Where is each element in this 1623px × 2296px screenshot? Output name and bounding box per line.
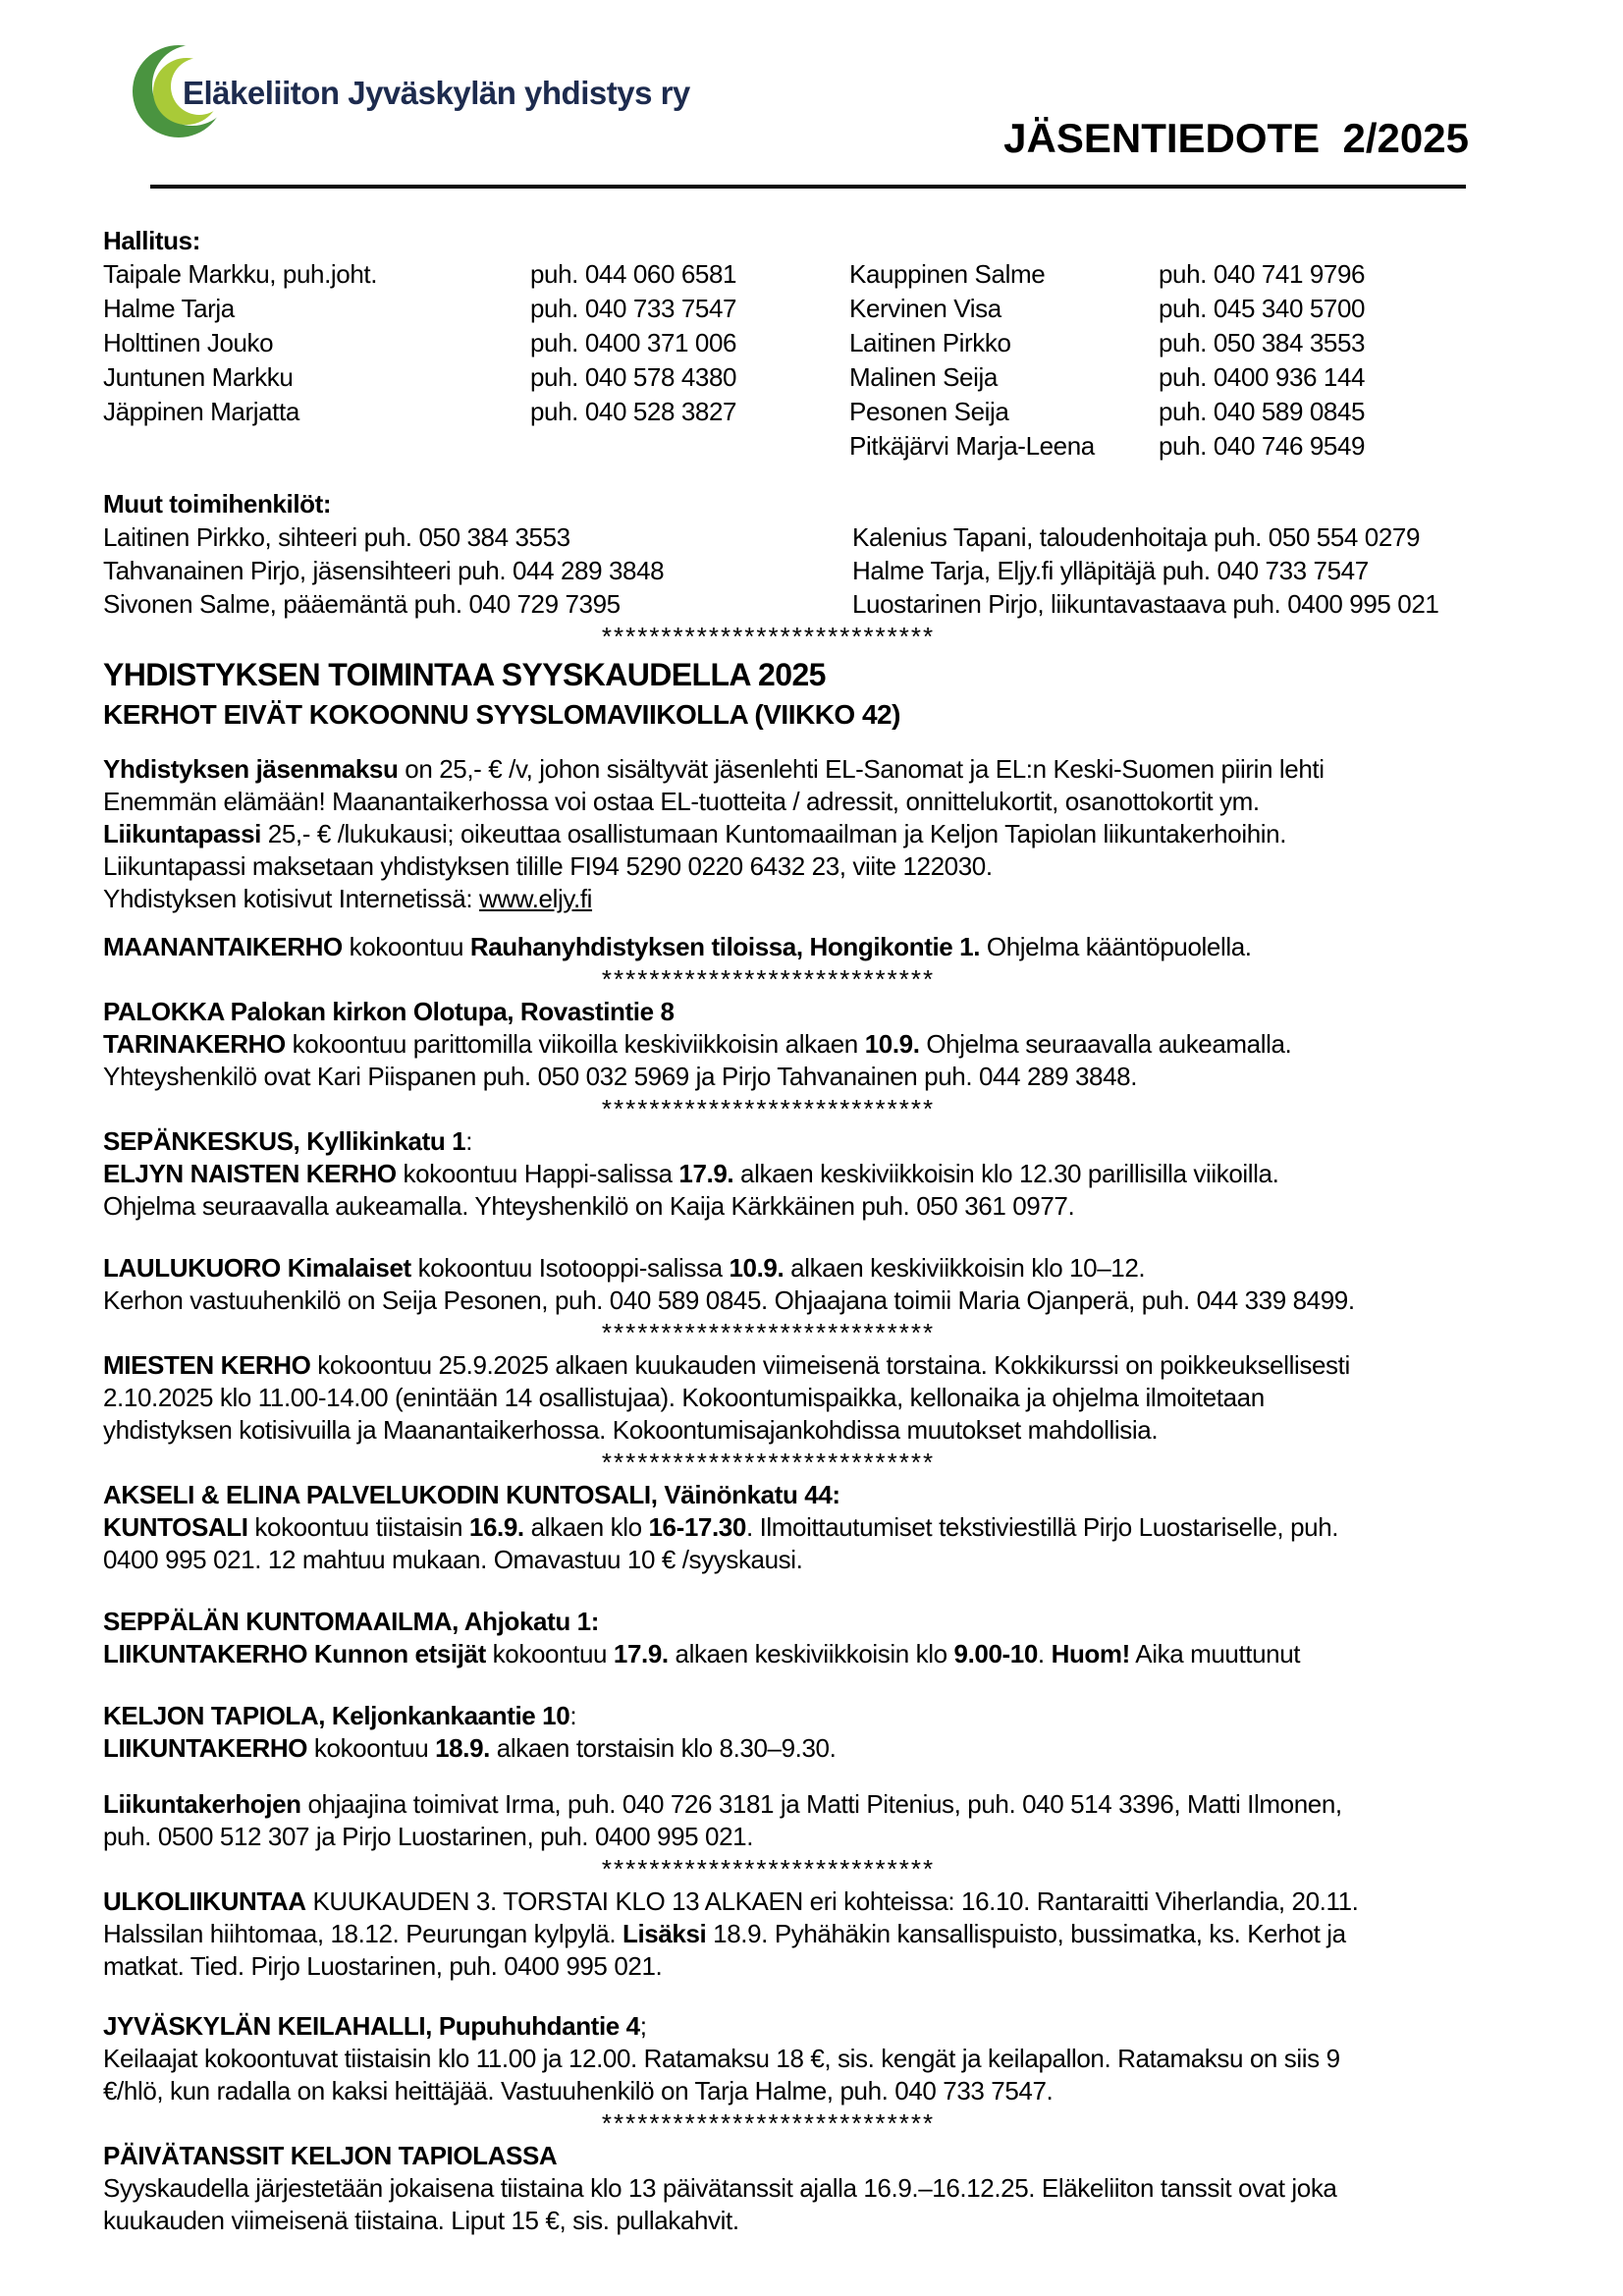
official-entry: Sivonen Salme, pääemäntä puh. 040 729 7395: [103, 589, 621, 619]
text-run: PÄIVÄTANSSIT KELJON TAPIOLASSA: [103, 2141, 558, 2170]
text-run: ohjaajina toimivat Irma, puh. 040 726 3181 ja Matti Pitenius, puh. 040 514 3396, Matti Ilmonen,: [300, 1789, 1342, 1819]
membership-fee-paragraph: [103, 753, 1530, 915]
text-run: . Ilmoittautumiset tekstiviestillä Pirjo Luostariselle, puh.: [745, 1512, 1339, 1542]
text-run: Liikuntapassi: [103, 819, 261, 848]
text-run: 16.9.: [468, 1512, 524, 1542]
text-run: Liikuntakerhojen: [103, 1789, 301, 1819]
asterisk-divider: ****************************: [601, 964, 936, 994]
asterisk-divider: ****************************: [601, 2108, 936, 2138]
text-run: Yhteyshenkilö ovat Kari Piispanen puh. 050 032 5969 ja Pirjo Tahvanainen puh. 044 289 3848.: [103, 1062, 1138, 1091]
outdoor-exercise-paragraph: [103, 1886, 1530, 1983]
text-run: kokoontuu: [307, 1733, 436, 1763]
board-member-phone: [530, 429, 849, 464]
exercise-club-keljo-paragraph: [103, 1732, 1530, 1765]
text-run: Lisäksi: [622, 1919, 707, 1948]
board-member-phone: puh. 044 060 6581: [530, 259, 737, 289]
sections: [103, 621, 1530, 2237]
asterisk-divider: ****************************: [601, 1318, 936, 1347]
bowling-paragraph: [103, 2043, 1530, 2107]
text-run: 0400 995 021. 12 mahtuu mukaan. Omavastuu 10 € /syyskausi.: [103, 1545, 803, 1574]
board-table: [103, 257, 1530, 464]
text-run: yhdistyksen kotisivuilla ja Maanantaikerhossa. Kokoontumisajankohdissa muutokset mahdollisia.: [103, 1415, 1159, 1445]
official-entry: Halme Tarja, Eljy.fi ylläpitäjä puh. 040 733 7547: [852, 556, 1369, 585]
spacer: [103, 1223, 1530, 1252]
text-run: alkaen keskiviikkoisin klo: [668, 1639, 954, 1668]
text-run: MAANANTAIKERHO: [103, 932, 343, 961]
gym-paragraph: [103, 1511, 1530, 1576]
text-run: Syyskaudella järjestetään jokaisena tiistaina klo 13 päivätanssit ajalla 16.9.–16.12.25. Eläkeliiton tanssit ovat joka: [103, 2173, 1337, 2203]
website-link: www.eljy.fi: [479, 884, 593, 913]
officials-table: [103, 520, 1530, 621]
official-entry: Tahvanainen Pirjo, jäsensihteeri puh. 044 289 3848: [103, 556, 665, 585]
text-run: €/hlö, kun radalla on kaksi heittäjää. Vastuuhenkilö on Tarja Halme, puh. 040 733 7547.: [103, 2076, 1054, 2105]
board-member-name: Laitinen Pirkko: [849, 328, 1011, 357]
story-club-paragraph: [103, 1028, 1530, 1093]
text-run: AKSELI & ELINA PALVELUKODIN KUNTOSALI, Väinönkatu 44:: [103, 1480, 840, 1509]
text-run: Rauhanyhdistyksen tiloissa, Hongikontie 1.: [469, 932, 981, 961]
day-dances-paragraph: [103, 2172, 1530, 2237]
autumn-break-notice: [103, 696, 1530, 734]
seppala-heading: [103, 1606, 1530, 1638]
text-run: ;: [639, 2011, 647, 2041]
official-entry: Luostarinen Pirjo, liikuntavastaava puh. 0400 995 021: [852, 589, 1439, 619]
text-run: Ohjelma seuraavalla aukeamalla. Yhteyshenkilö on Kaija Kärkkäinen puh. 050 361 0977.: [103, 1191, 1075, 1221]
text-run: .: [1037, 1639, 1052, 1668]
bowling-heading: [103, 2010, 1530, 2043]
text-run: PALOKKA Palokan kirkon Olotupa, Rovastintie 8: [103, 997, 675, 1026]
spacer: [103, 1670, 1530, 1700]
asterisk-divider: ****************************: [601, 622, 936, 651]
text-run: ULKOLIIKUNTAA: [103, 1886, 306, 1916]
text-run: Ohjelma kääntöpuolella.: [980, 932, 1252, 961]
text-run: LIIKUNTAKERHO Kunnon etsijät: [103, 1639, 486, 1668]
text-run: alkaen klo: [523, 1512, 649, 1542]
sepankeskus-heading: [103, 1125, 1530, 1158]
board-member-name: [103, 429, 530, 464]
text-run: kokoontuu 25.9.2025 alkaen kuukauden viimeisenä torstaina. Kokkikurssi on poikkeuksellisesti: [310, 1350, 1350, 1380]
akseli-elina-heading: [103, 1479, 1530, 1511]
board-heading: Hallitus:: [103, 226, 200, 255]
text-run: 10.9.: [729, 1253, 784, 1283]
text-run: KUNTOSALI: [103, 1512, 248, 1542]
season-activities-heading: [103, 653, 1530, 696]
text-run: Yhdistyksen kotisivut Internetissä:: [103, 884, 480, 913]
text-run: 16-17.30: [648, 1512, 746, 1542]
exercise-club-seppala-paragraph: [103, 1638, 1530, 1670]
board-member-phone: puh. 040 733 7547: [530, 294, 737, 323]
text-run: matkat. Tied. Pirjo Luostarinen, puh. 0400 995 021.: [103, 1951, 663, 1981]
text-run: MIESTEN KERHO: [103, 1350, 311, 1380]
official-entry: Kalenius Tapani, taloudenhoitaja puh. 050 554 0279: [852, 522, 1421, 552]
spacer: [103, 734, 1530, 753]
organization-name: Eläkeliiton Jyväskylän yhdistys ry: [183, 75, 690, 111]
instructors-paragraph: [103, 1788, 1530, 1853]
board-member-name: Taipale Markku, puh.joht.: [103, 259, 378, 289]
board-member-phone: puh. 050 384 3553: [1159, 328, 1366, 357]
text-run: KELJON TAPIOLA, Keljonkankaantie 10: [103, 1701, 570, 1730]
board-member-name: Holttinen Jouko: [103, 328, 274, 357]
palokka-heading: [103, 996, 1530, 1028]
text-run: 9.00-10: [953, 1639, 1038, 1668]
board-member-phone: puh. 0400 936 144: [1159, 362, 1366, 392]
text-run: JYVÄSKYLÄN KEILAHALLI, Pupuhuhdantie 4: [103, 2011, 640, 2041]
asterisk-divider: ****************************: [601, 1448, 936, 1477]
text-run: KUUKAUDEN 3. TORSTAI KLO 13 ALKAEN eri kohteissa: 16.10. Rantaraitti Viherlandia, 20.11.: [305, 1886, 1359, 1916]
text-run: on 25,- € /v, johon sisältyvät jäsenlehti EL-Sanomat ja EL:n Keski-Suomen piirin lehti: [398, 754, 1325, 784]
text-run: SEPPÄLÄN KUNTOMAAILMA, Ahjokatu 1:: [103, 1607, 599, 1636]
text-run: KERHOT EIVÄT KOKOONNU SYYSLOMAVIIKOLLA (VIIKKO 42): [103, 699, 900, 730]
spacer: [103, 915, 1530, 931]
monday-club-paragraph: [103, 931, 1530, 963]
text-run: ELJYN NAISTEN KERHO: [103, 1159, 397, 1188]
text-run: alkaen torstaisin klo 8.30–9.30.: [489, 1733, 837, 1763]
spacer: [103, 1576, 1530, 1606]
text-run: :: [465, 1126, 473, 1156]
board-member-phone: puh. 045 340 5700: [1159, 294, 1366, 323]
text-run: LIIKUNTAKERHO: [103, 1733, 308, 1763]
official-entry: Laitinen Pirkko, sihteeri puh. 050 384 3553: [103, 522, 570, 552]
text-run: Enemmän elämään! Maanantaikerhossa voi ostaa EL-tuotteita / adressit, onnittelukortit, osanottokortit ym.: [103, 787, 1260, 816]
text-run: LAULUKUORO Kimalaiset: [103, 1253, 411, 1283]
spacer: [103, 1765, 1530, 1788]
text-run: Huom!: [1051, 1639, 1130, 1668]
text-run: 17.9.: [678, 1159, 734, 1188]
board-member-phone: puh. 040 528 3827: [530, 397, 737, 426]
text-run: 18.9. Pyhähäkin kansallispuisto, bussimatka, ks. Kerhot ja: [706, 1919, 1346, 1948]
board-member-name: Jäppinen Marjatta: [103, 397, 299, 426]
board-member-phone: puh. 040 741 9796: [1159, 259, 1366, 289]
board-member-name: Kervinen Visa: [849, 294, 1001, 323]
text-run: kokoontuu: [342, 932, 470, 961]
text-run: kokoontuu tiistaisin: [247, 1512, 469, 1542]
board-member-name: Pesonen Seija: [849, 397, 1009, 426]
board-member-phone: puh. 040 589 0845: [1159, 397, 1366, 426]
header: [0, 0, 1623, 206]
keljon-tapiola-heading: [103, 1700, 1530, 1732]
text-run: SEPÄNKESKUS, Kyllikinkatu 1: [103, 1126, 466, 1156]
text-run: kokoontuu parittomilla viikoilla keskiviikkoisin alkaen: [285, 1029, 865, 1059]
text-run: 2.10.2025 klo 11.00-14.00 (enintään 14 osallistujaa). Kokoontumispaikka, kellonaika ja ohjelma ilmoitetaan: [103, 1383, 1265, 1412]
text-run: Yhdistyksen jäsenmaksu: [103, 754, 399, 784]
board-member-phone: puh. 040 578 4380: [530, 362, 737, 392]
day-dances-heading: [103, 2140, 1530, 2172]
text-run: alkaen keskiviikkoisin klo 12.30 parillisilla viikoilla.: [733, 1159, 1279, 1188]
asterisk-divider: ****************************: [601, 1094, 936, 1123]
board-member-name: Malinen Seija: [849, 362, 998, 392]
choir-paragraph: [103, 1252, 1530, 1317]
text-run: TARINAKERHO: [103, 1029, 286, 1059]
board-member-name: Kauppinen Salme: [849, 259, 1046, 289]
asterisk-divider: ****************************: [601, 1854, 936, 1884]
board-member-name: Juntunen Markku: [103, 362, 294, 392]
text-run: kokoontuu Happi-salissa: [396, 1159, 679, 1188]
text-run: Aika muuttunut: [1129, 1639, 1301, 1668]
text-run: :: [569, 1701, 577, 1730]
board-member-phone: puh. 040 746 9549: [1159, 431, 1366, 461]
text-run: kokoontuu Isotooppi-salissa: [410, 1253, 730, 1283]
text-run: puh. 0500 512 307 ja Pirjo Luostarinen, puh. 0400 995 021.: [103, 1822, 754, 1851]
text-run: Kerhon vastuuhenkilö on Seija Pesonen, puh. 040 589 0845. Ohjaajana toimii Maria Ojanperä, puh. 044 339 8499.: [103, 1285, 1355, 1315]
newsletter-body: [0, 224, 1623, 2237]
women-club-paragraph: [103, 1158, 1530, 1223]
board-member-phone: puh. 0400 371 006: [530, 328, 737, 357]
spacer: [103, 1983, 1530, 2010]
board-member-name: Pitkäjärvi Marja-Leena: [849, 431, 1095, 461]
text-run: 18.9.: [435, 1733, 490, 1763]
text-run: 25,- € /lukukausi; oikeuttaa osallistumaan Kuntomaailman ja Keljon Tapiolan liikuntakerhoihin.: [260, 819, 1287, 848]
text-run: 17.9.: [613, 1639, 669, 1668]
text-run: kokoontuu: [485, 1639, 614, 1668]
officials-heading: Muut toimihenkilöt:: [103, 489, 332, 519]
text-run: alkaen keskiviikkoisin klo 10–12.: [784, 1253, 1146, 1283]
mens-club-paragraph: [103, 1349, 1530, 1447]
text-run: Ohjelma seuraavalla aukeamalla.: [919, 1029, 1292, 1059]
text-run: kuukauden viimeisenä tiistaina. Liput 15 €, sis. pullakahvit.: [103, 2206, 739, 2235]
text-run: Liikuntapassi maksetaan yhdistyksen tilille FI94 5290 0220 6432 23, viite 122030.: [103, 851, 993, 881]
board-member-name: Halme Tarja: [103, 294, 235, 323]
header-divider: [150, 185, 1466, 189]
text-run: 10.9.: [864, 1029, 920, 1059]
newsletter-title: JÄSENTIEDOTE 2/2025: [1003, 115, 1469, 161]
text-run: YHDISTYKSEN TOIMINTAA SYYSKAUDELLA 2025: [103, 657, 826, 692]
text-run: Keilaajat kokoontuvat tiistaisin klo 11.00 ja 12.00. Ratamaksu 18 €, sis. kengät ja keilapallon. Ratamaksu on siis 9: [103, 2044, 1340, 2073]
text-run: Halssilan hiihtomaa, 18.12. Peurungan kylpylä.: [103, 1919, 622, 1948]
